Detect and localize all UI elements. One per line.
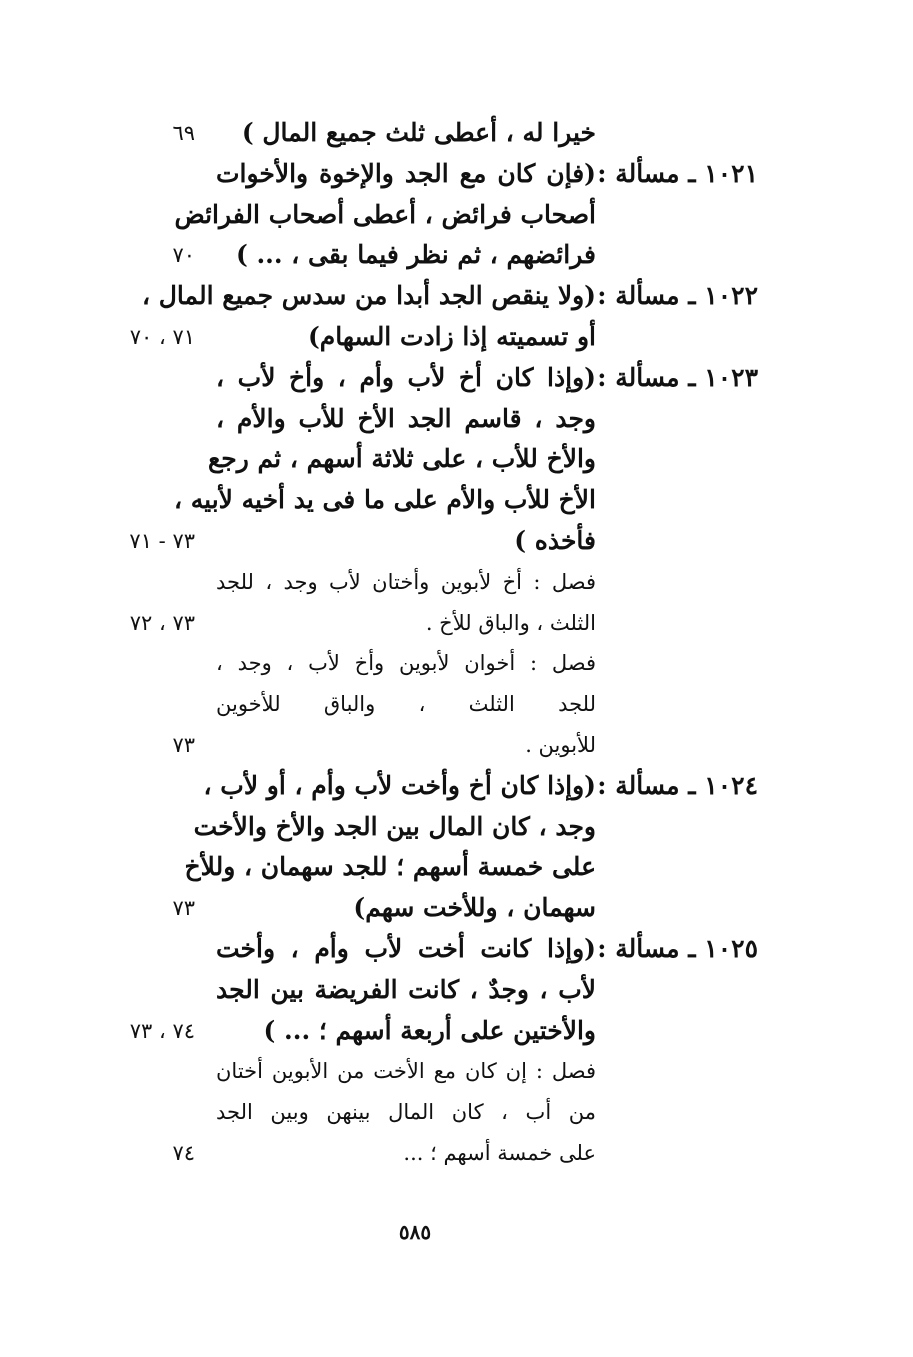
text-line: [0, 480, 913, 520]
text-line: [0, 1092, 913, 1132]
text-line: [0, 154, 913, 194]
matn-text: لأب ، وجدٌ ، كانت الفريضة بين الجد: [216, 974, 596, 1004]
matn-text: فأخذه ): [514, 526, 596, 555]
text-line: [0, 562, 913, 602]
matn-text: (وإذا كان أخ لأب وأم ، وأخ لأب ،: [216, 362, 596, 392]
matn-text: أو تسميته إذا زادت السهام): [307, 322, 596, 351]
text-line: [0, 317, 913, 357]
page-reference: ٦٩: [172, 121, 195, 145]
text-line: [0, 766, 913, 806]
page-number: ٥٨٥: [398, 1220, 432, 1244]
page-reference: ٧٣: [172, 733, 195, 757]
matn-text: الأخ للأب والأم على ما فى يد أخيه لأبيه ،: [174, 485, 596, 515]
text-line: [0, 847, 913, 887]
page-reference: ٧٤ ، ٧٣: [129, 1018, 195, 1043]
fasl-text: للأبوين .: [525, 733, 596, 757]
text-line: [0, 1051, 913, 1091]
matn-text: على خمسة أسهم ؛ للجد سهمان ، وللأخ: [184, 852, 596, 882]
text-line: [0, 888, 913, 928]
text-line: [0, 358, 913, 398]
fasl-text: فصل : إن كان مع الأخت من الأبوين أختان: [216, 1059, 596, 1084]
matn-text: (وإذا كان أخ وأخت لأب وأم ، أو لأب ،: [203, 770, 596, 800]
matn-text: (وإذا كانت أخت لأب وأم ، وأخت: [216, 934, 596, 963]
text-line: [0, 1011, 913, 1051]
page-reference: ٧٣: [172, 896, 195, 921]
matn-text: وجد ، قاسم الجد الأخ للأب والأم ،: [216, 403, 596, 433]
text-line: [0, 195, 913, 235]
text-line: [0, 521, 913, 561]
text-line: [0, 235, 913, 275]
matn-text: خيرا له ، أعطى ثلث جميع المال ): [241, 118, 596, 147]
text-line: [0, 929, 913, 969]
text-line: [0, 643, 913, 683]
text-line: [0, 399, 913, 439]
matn-text: (ولا ينقص الجد أبدا من سدس جميع المال ،: [142, 281, 596, 311]
matn-text: والأخ للأب ، على ثلاثة أسهم ، ثم رجع: [207, 444, 596, 474]
issue-number-label: ١٠٢٥ ـ مسألة :: [597, 934, 758, 963]
matn-text: سهمان ، وللأخت سهم): [353, 893, 596, 923]
text-line: [0, 970, 913, 1010]
issue-number-label: ١٠٢٤ ـ مسألة :: [597, 770, 758, 800]
text-line: [0, 439, 913, 479]
matn-text: (فإن كان مع الجد والإخوة والأخوات: [216, 158, 596, 188]
matn-text: أصحاب فرائض ، أعطى أصحاب الفرائض: [174, 199, 596, 229]
fasl-text: للجد الثلث ، والباق للأخوين: [216, 692, 596, 717]
page-reference: ٧٠: [172, 243, 195, 268]
issue-number-label: ١٠٢٢ ـ مسألة :: [597, 281, 758, 311]
fasl-text: فصل : أخوان لأبوين وأخ لأب ، وجد ،: [216, 651, 596, 676]
page-reference: ٧٣ ، ٧٢: [129, 610, 195, 635]
page-reference: ٧١ ، ٧٠: [129, 325, 195, 349]
fasl-text: الثلث ، والباق للأخ .: [425, 610, 596, 635]
text-line: [0, 684, 913, 724]
text-line: [0, 603, 913, 643]
page-reference: ٧٤: [172, 1141, 195, 1165]
fasl-text: من أب ، كان المال بينهن وبين الجد: [216, 1100, 596, 1125]
issue-number-label: ١٠٢١ ـ مسألة :: [597, 158, 758, 188]
matn-text: وجد ، كان المال بين الجد والأخ والأخت: [193, 811, 596, 841]
page-reference: ٧٣ - ٧١: [129, 529, 195, 553]
text-line: [0, 113, 913, 153]
text-line: [0, 807, 913, 847]
text-line: [0, 1133, 913, 1173]
text-line: [0, 725, 913, 765]
matn-text: والأختين على أربعة أسهم ؛ ... ): [263, 1015, 596, 1045]
issue-number-label: ١٠٢٣ ـ مسألة :: [597, 362, 758, 392]
fasl-text: فصل : أخ لأبوين وأختان لأب وجد ، للجد: [216, 569, 596, 594]
fasl-text: على خمسة أسهم ؛ ...: [403, 1141, 596, 1165]
matn-text: فرائضهم ، ثم نظر فيما بقى ، ... ): [235, 240, 596, 270]
text-line: [0, 276, 913, 316]
